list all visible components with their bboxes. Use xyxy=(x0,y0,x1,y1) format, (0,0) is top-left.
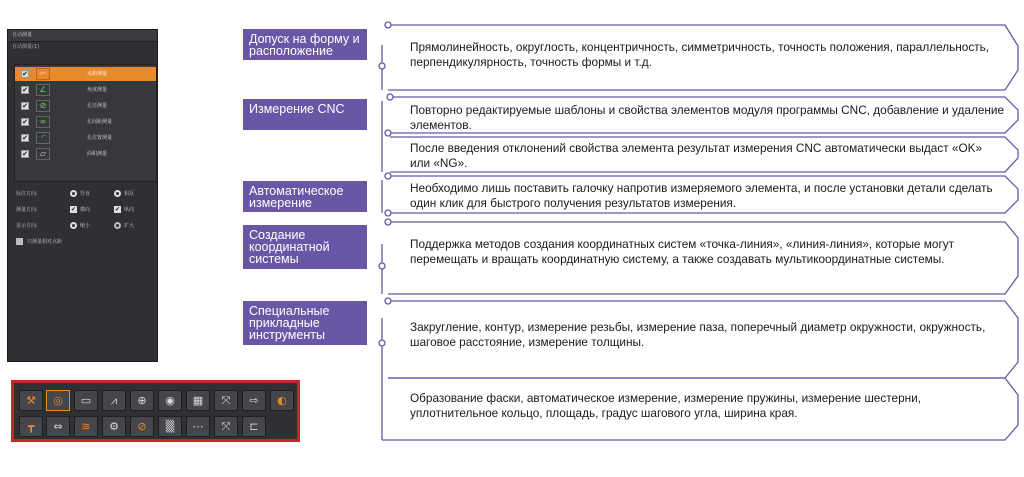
measure-direction-option xyxy=(14,204,155,216)
cross-tool-button[interactable]: ⤧ xyxy=(214,416,238,437)
gear-tool-button[interactable]: ⇔ xyxy=(46,416,70,437)
area-tool-button[interactable]: ⊘ xyxy=(130,416,154,437)
line-icon: ⌐ xyxy=(36,68,50,80)
display-direction-option xyxy=(14,220,155,232)
description-special-tools-1: Закругление, контур, измерение резьбы, измерение паза, поперечный диаметр окружности, окружность, шаговое расстояние, измерение толщины. xyxy=(410,320,986,349)
list-item[interactable] xyxy=(15,147,156,161)
item-label: 面积测量 xyxy=(87,151,108,157)
fillet-tool-button[interactable]: ⚒ xyxy=(19,390,43,411)
relative-distance-checkbox[interactable] xyxy=(16,238,23,245)
option-b: 扩大 xyxy=(124,223,135,229)
auto-measure-tool-button[interactable]: ◐ xyxy=(270,390,294,411)
category-coordinate-system: Создание координатной системы xyxy=(243,225,367,269)
item-checkbox[interactable]: ✔ xyxy=(22,102,28,110)
checkbox-label: 只测量相对点距 xyxy=(27,239,63,245)
bracket-tool-button[interactable]: ⊏ xyxy=(242,416,266,437)
relative-distance-option xyxy=(14,236,155,248)
item-checkbox[interactable]: ✔ xyxy=(22,134,28,142)
radio-shrink[interactable] xyxy=(70,222,77,229)
label-direction-option xyxy=(14,188,155,200)
thread-tool-button[interactable]: ▭ xyxy=(74,390,98,411)
description-auto-measure: Необходимо лишь поставить галочку напротив измеряемого элемента, и после установки детали сделать один клик для быстрого получения результатов измерения. xyxy=(410,181,993,210)
item-checkbox[interactable]: ✔ xyxy=(22,118,28,126)
category-auto-measure: Автоматическое измерение xyxy=(243,181,367,212)
list-item[interactable] xyxy=(15,83,156,97)
auto-measure-panel xyxy=(7,29,158,362)
radio-opposite[interactable] xyxy=(114,190,121,197)
item-checkbox[interactable]: ✔ xyxy=(22,150,28,158)
diameter-tool-button[interactable]: ⊕ xyxy=(130,390,154,411)
description-cnc-templates: Повторно редактируемые шаблоны и свойства элементов модуля программы CNC, добавление и удаление элементов. xyxy=(410,103,1005,132)
chamfer-tool-button[interactable]: ⇨ xyxy=(242,390,266,411)
item-label: 角度测量 xyxy=(87,87,108,93)
option-label: 测量方向: xyxy=(16,207,38,213)
list-item[interactable] xyxy=(15,131,156,145)
item-checkbox[interactable]: ✔ xyxy=(22,70,28,78)
seal-ring-tool-button[interactable]: ≋ xyxy=(74,416,98,437)
checkbox-horizontal[interactable]: ✔ xyxy=(70,206,77,213)
radio-expand[interactable] xyxy=(114,222,121,229)
item-label: 孔位置测量 xyxy=(87,135,113,141)
description-special-tools-2: Образование фаски, автоматическое измерение, измерение пружины, измерение шестерни, уплотнительное кольцо, площадь, градус шагового угла, ширина края. xyxy=(410,391,922,420)
thickness-tool-button[interactable]: ⤧ xyxy=(214,390,238,411)
circle-tool-button[interactable]: ◉ xyxy=(158,390,182,411)
option-a: 竖直 xyxy=(80,191,91,197)
square-icon: ▱ xyxy=(36,148,50,160)
option-b: 相反 xyxy=(124,191,135,197)
description-coordinate-system: Поддержка методов создания координатных систем «точка-линия», «линия-линия», которые могут перемещать и вращать координатную систему, а также создавать мультикоординатные системы. xyxy=(410,237,955,266)
measurement-toolbar xyxy=(11,380,300,442)
description-form-tolerance: Прямолинейность, округлость, концентричность, симметричность, точность положения, параллельность, перпендикулярность, точность формы и т.д. xyxy=(410,40,990,69)
hole-distance-icon: ∞ xyxy=(36,116,50,128)
spring-tool-button[interactable]: ┳ xyxy=(19,416,43,437)
angle-icon: ∠ xyxy=(36,84,50,96)
item-checkbox[interactable]: ✔ xyxy=(22,86,28,94)
item-label: 孔径测量 xyxy=(87,103,108,109)
list-item[interactable] xyxy=(15,99,156,113)
checkbox-vertical[interactable]: ✔ xyxy=(114,206,121,213)
gear-icon[interactable]: ⚙ xyxy=(102,416,126,437)
item-label: 点距测量 xyxy=(87,71,108,77)
measure-item-list xyxy=(14,64,157,182)
radio-vertical[interactable] xyxy=(70,190,77,197)
option-label: 标注方向: xyxy=(16,191,38,197)
edge-width-tool-button[interactable]: ⋯ xyxy=(186,416,210,437)
contour-tool-button[interactable]: ◎ xyxy=(46,390,70,411)
panel-subtitle: 自动测量(1) xyxy=(12,44,40,50)
slot-tool-button[interactable]: ⩘ xyxy=(102,390,126,411)
item-label: 孔间距测量 xyxy=(87,119,113,125)
circle-icon: ⊘ xyxy=(36,100,50,112)
description-cnc-result: После введения отклонений свойства элемента результат измерения CNC автоматически выдаст «OK» или «NG». xyxy=(410,141,983,170)
category-special-tools: Специальные прикладные инструменты xyxy=(243,301,367,345)
list-item[interactable] xyxy=(15,115,156,129)
category-form-tolerance: Допуск на форму и расположение xyxy=(243,29,367,60)
option-a: 横向 xyxy=(80,207,91,213)
option-b: 纵向 xyxy=(124,207,135,213)
list-item[interactable] xyxy=(15,67,156,81)
panel-title: 自动测量 xyxy=(8,30,157,42)
pitch-angle-tool-button[interactable]: ▒ xyxy=(158,416,182,437)
option-label: 显示方向: xyxy=(16,223,38,229)
arc-icon: ◜ xyxy=(36,132,50,144)
option-a: 缩小 xyxy=(80,223,91,229)
pitch-tool-button[interactable]: ▦ xyxy=(186,390,210,411)
category-cnc-measure: Измерение CNC xyxy=(243,99,367,130)
